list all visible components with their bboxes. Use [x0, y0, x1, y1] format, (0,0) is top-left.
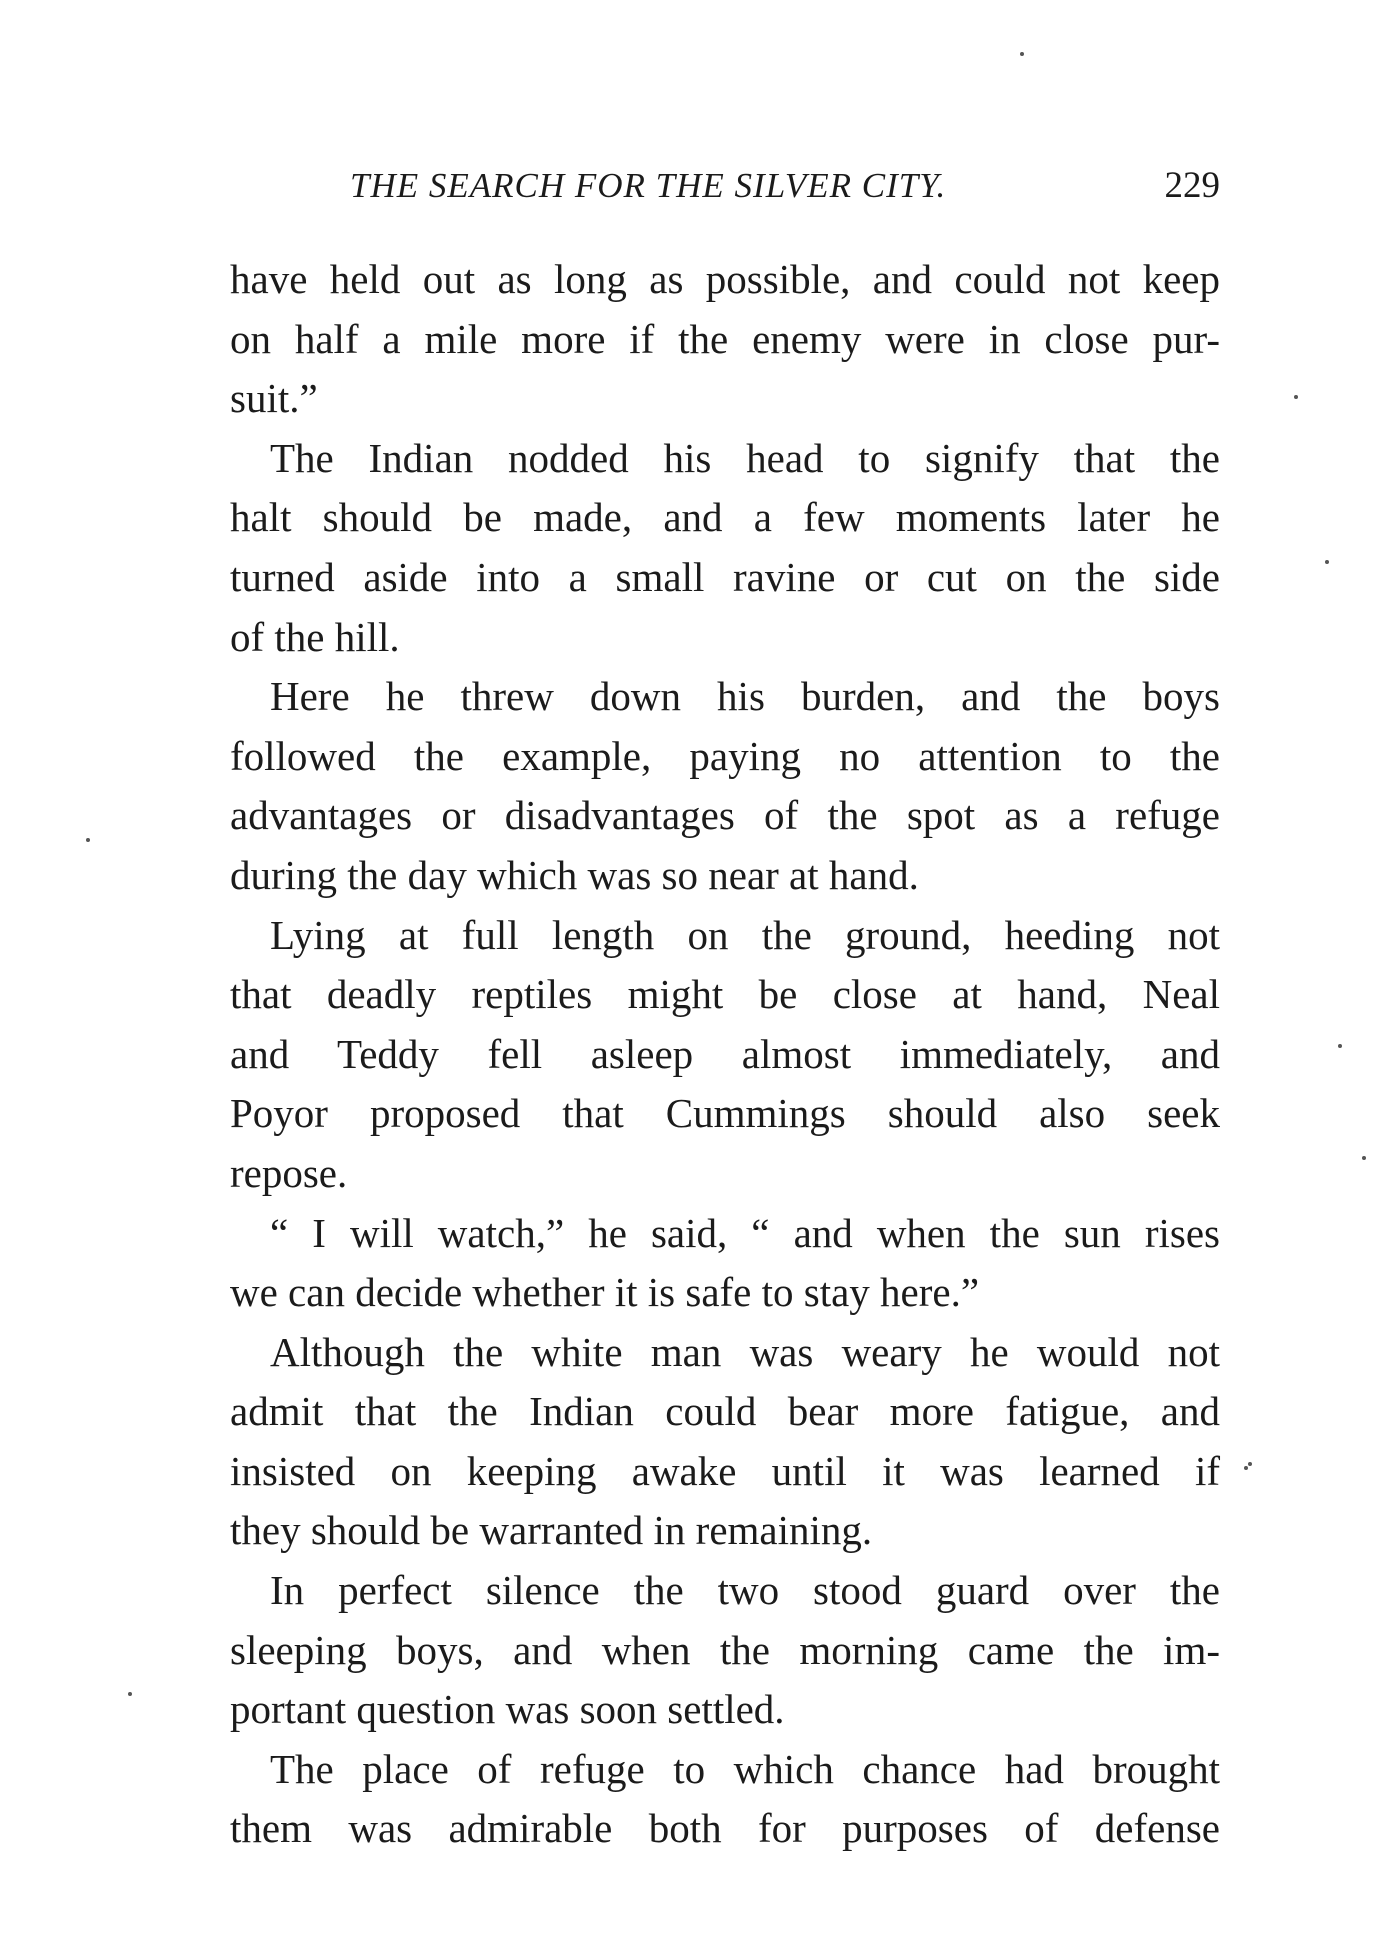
scan-speck — [1020, 52, 1024, 56]
text-line: turned aside into a small ravine or cut on the side — [230, 553, 1220, 600]
scan-speck — [1362, 1156, 1366, 1160]
text-line: sleeping boys, and when the morning came the im- — [230, 1626, 1220, 1673]
text-line: and Teddy fell asleep almost immediately, and — [230, 1030, 1220, 1077]
body-text — [230, 250, 1220, 1859]
running-head — [230, 162, 1220, 210]
scan-speck — [1338, 1044, 1342, 1048]
page-number: 229 — [1164, 165, 1220, 206]
text-line: The Indian nodded his head to signify that the — [270, 434, 1220, 481]
text-line: of the hill. — [230, 613, 400, 660]
text-line: Although the white man was weary he would not — [270, 1328, 1220, 1375]
text-line: portant question was soon settled. — [230, 1686, 785, 1733]
text-line: In perfect silence the two stood guard over the — [270, 1567, 1220, 1614]
paragraph — [230, 1740, 1220, 1859]
paragraph — [230, 1204, 1220, 1323]
scan-speck — [86, 838, 90, 842]
text-line: insisted on keeping awake until it was learned if — [230, 1447, 1220, 1494]
scan-speck — [1248, 1462, 1252, 1466]
paragraph — [230, 906, 1220, 1204]
running-title: THE SEARCH FOR THE SILVER CITY. — [350, 166, 947, 205]
paragraph — [230, 667, 1220, 905]
text-line: we can decide whether it is safe to stay here.” — [230, 1269, 980, 1316]
text-line: Poyor proposed that Cummings should also seek — [230, 1090, 1220, 1137]
text-line: on half a mile more if the enemy were in close pur- — [230, 315, 1220, 362]
text-line: Lying at full length on the ground, heeding not — [270, 911, 1220, 958]
text-line: that deadly reptiles might be close at hand, Neal — [230, 971, 1220, 1018]
text-line: “ I will watch,” he said, “ and when the sun rises — [270, 1209, 1220, 1256]
text-line: Here he threw down his burden, and the boys — [270, 673, 1220, 720]
text-line: The place of refuge to which chance had brought — [270, 1745, 1220, 1792]
text-line: they should be warranted in remaining. — [230, 1507, 873, 1554]
paragraph — [230, 1323, 1220, 1561]
paragraph — [230, 250, 1220, 429]
text-line: followed the example, paying no attention to the — [230, 732, 1220, 779]
text-line: during the day which was so near at hand. — [230, 851, 919, 898]
text-line: advantages or disadvantages of the spot as a refuge — [230, 792, 1220, 839]
paragraph — [230, 1561, 1220, 1740]
scan-speck — [1294, 395, 1298, 399]
text-line: admit that the Indian could bear more fatigue, and — [230, 1388, 1220, 1435]
scan-speck — [1244, 1466, 1248, 1470]
text-line: suit.” — [230, 375, 318, 422]
text-line: halt should be made, and a few moments later he — [230, 494, 1220, 541]
text-line: them was admirable both for purposes of defense — [230, 1805, 1220, 1852]
paragraph — [230, 429, 1220, 667]
text-line: have held out as long as possible, and could not keep — [230, 256, 1220, 302]
scan-speck — [1325, 560, 1329, 564]
scan-speck — [128, 1692, 132, 1696]
text-line: repose. — [230, 1149, 348, 1196]
